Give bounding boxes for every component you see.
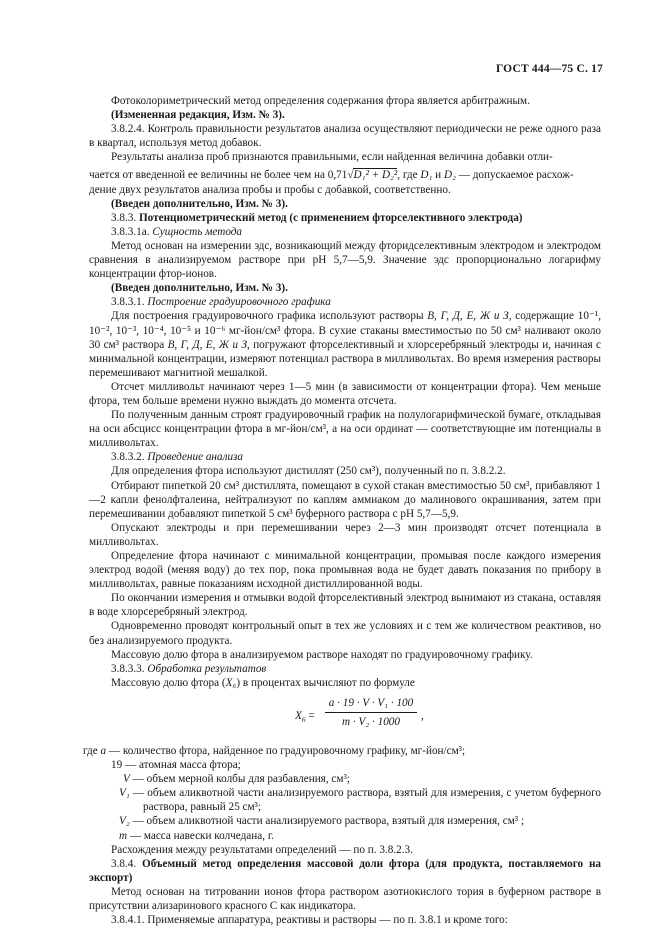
text: и: [435, 169, 442, 182]
text: , погружают фторселективный и хлорсеребряный электроды и, начиная с минимальной концентрации, измеряют потенциал раствора в милливольтах. Во время измерения растворы перемешивают магнитной мешалкой.: [89, 338, 601, 379]
definition-term: V₂: [119, 815, 130, 828]
text: Для построения градуировочного графика используют растворы: [111, 310, 424, 323]
paragraph: Отсчет милливольт начинают через 1—5 мин (в зависимости от концентрации фтора). Чем меньше фтора, тем больше времени нужно выждать до момента отсчета.: [89, 380, 601, 407]
definition: [83, 786, 601, 814]
formula-tail: ,: [421, 709, 424, 722]
formula-denominator: m · V₂ · 1000: [342, 716, 400, 729]
paragraph: Метод основан на измерении эдс, возникающий между фторидселективным электродом и электродом сравнения в анализируемом растворе при рН 5,7—5,9. Значение эдс пропорционально логарифму концентрации фтор-ионов.: [89, 239, 601, 281]
paragraph: [89, 309, 601, 379]
definition-text: — количество фтора, найденное по градуировочному графику, мг-йон/см³;: [108, 744, 466, 757]
formula-fraction: [325, 696, 417, 729]
text: — допускаемое расхож-: [458, 169, 574, 182]
paragraph: Отбирают пипеткой 20 см³ дистиллята, помещают в сухой стакан вместимостью 50 см³, прибавляют 1—2 капли фенолфталеина, нейтрализуют по каплям аммиаком до малинового окрашивания, затем при перемешивании добавляют пипеткой 5 см³ буферного раствора с рН 5,7—5,9.: [89, 479, 601, 520]
definition: [83, 814, 601, 828]
paragraph-continuation: [89, 168, 601, 182]
section-title: Обработка результатов: [147, 662, 267, 675]
definition: [83, 772, 601, 786]
definition-text: — масса навески колчедана, г.: [129, 829, 274, 842]
paragraph-continuation: дение двух результатов анализа пробы и пробы с добавкой, соответственно.: [89, 183, 451, 196]
paragraph: 3.8.2.4. Контроль правильности результатов анализа осуществляют периодически не реже одного раза в квартал, используя метод добавок.: [89, 123, 601, 150]
definition: [83, 829, 601, 843]
section-heading: [89, 211, 601, 225]
paragraph: Определение фтора начинают с минимальной концентрации, промывая после каждого измерения электрод водой (меняя воду) до тех пор, пока промывная вода не будет давать показания по прибору в милливольтах, равные показаниям исходной дистиллированной воды.: [89, 550, 601, 591]
subsection-heading: [89, 450, 601, 464]
sqrt-icon: √: [347, 169, 354, 182]
section-number: 3.8.3.2.: [111, 451, 145, 464]
paragraph: Одновременно проводят контрольный опыт в тех же условиях и с тем же количеством реактивов, но без анализируемого продукта.: [89, 620, 601, 647]
section-number: 3.8.4.: [111, 857, 137, 870]
amendment-note: (Введен дополнительно, Изм. № 3).: [111, 282, 288, 295]
definition-text: — объем мерной колбы для разбавления, см³;: [132, 773, 350, 786]
text: , содержащие: [508, 310, 574, 323]
definitions-list: [83, 744, 601, 843]
definition: [83, 744, 601, 758]
definition-text: — атомная масса фтора;: [124, 759, 241, 772]
definition-term: V: [123, 773, 130, 786]
symbol: D₂: [443, 169, 456, 182]
formula: [89, 694, 601, 742]
definition-term: 19: [111, 759, 123, 772]
section-heading: [89, 857, 601, 885]
section-number: 3.8.3.1а.: [111, 225, 150, 238]
symbol: В, Г, Д, Е, Ж и З: [427, 310, 509, 323]
formula-numerator: a · 19 · V · V₁ · 100: [325, 696, 417, 713]
text: где: [83, 744, 98, 757]
page-header: ГОСТ 444—75 С. 17: [495, 63, 603, 75]
section-number: 3.8.3.1.: [111, 296, 145, 309]
definition-text: — объем аликвотной части анализируемого раствора, взятый для измерения, см³ ;: [132, 815, 525, 828]
paragraph: Опускают электроды и при перемешивании через 2—3 мин производят отсчет потенциала в милливольтах.: [89, 521, 601, 548]
formula-subscript: 6: [301, 715, 306, 725]
definition-text: — объем аликвотной части анализируемого раствора, взятый для измерения, с учетом буферного раствора, равный 25 см³;: [132, 787, 601, 814]
concentrations: 10⁻¹, 10⁻², 10⁻³, 10⁻⁴, 10⁻⁵ и 10⁻⁶: [89, 310, 601, 337]
symbol: В, Г, Д, Е, Ж и З: [167, 338, 247, 351]
definition-term: a: [100, 744, 107, 757]
subsection-heading: [89, 225, 601, 239]
subsection-heading: [89, 662, 601, 676]
paragraph: [89, 150, 601, 164]
section-title: Проведение анализа: [147, 451, 244, 464]
paragraph: Метод основан на титровании ионов фтора раствором азотнокислого тория в буферном растворе в присутствии ализаринового красного С как индикатора.: [89, 885, 601, 912]
definition-term: m: [119, 829, 128, 842]
definition: [83, 758, 601, 772]
paragraph: Для определения фтора используют дистиллят (250 см³), полученный по п. 3.8.2.2.: [111, 465, 506, 478]
subsection-heading: [89, 295, 601, 309]
paragraph: 3.8.4.1. Применяемые аппаратура, реактивы и растворы — по п. 3.8.1 и кроме того:: [111, 914, 508, 927]
paragraph: [89, 676, 601, 690]
text: чается от введенной ее величины не более чем на 0,71: [89, 169, 348, 182]
formula-variable: X: [295, 709, 302, 722]
sqrt-expression: D₁² + D₂²: [353, 169, 398, 182]
symbol: D₁: [420, 169, 433, 182]
definition-term: V₁: [119, 787, 130, 800]
section-number: 3.8.3.3.: [111, 662, 145, 675]
paragraph: По полученным данным строят градуировочный график на полулогарифмической бумаге, откладывая на оси абсцисс концентрации фтора в мг-йон/см³, а на оси ординат — соответствующие им потенциалы в милливольтах.: [89, 409, 601, 450]
paragraph: Массовую долю фтора в анализируемом растворе находят по градуировочному графику.: [111, 648, 533, 661]
amendment-note: (Введен дополнительно, Изм. № 3).: [111, 197, 288, 210]
section-title: Потенциометрический метод (с применением фторселективного электрода): [138, 211, 523, 224]
section-title: Объемный метод определения массовой доли фтора (для продукта, поставляемого на экспорт): [89, 857, 601, 884]
text: Массовую долю фтора (: [111, 676, 226, 689]
paragraph: Фотоколориметрический метод определения содержания фтора является арбитражным.: [111, 95, 530, 107]
section-title: Построение градуировочного графика: [147, 296, 331, 309]
paragraph: По окончании измерения и отмывки водой фторселективный электрод вынимают из стакана, оставляя в воде хлорсеребряный электрод.: [89, 592, 601, 619]
amendment-note: (Измененная редакция, Изм. № 3).: [111, 109, 285, 122]
section-number: 3.8.3.: [111, 211, 137, 224]
symbol: X₆: [225, 676, 237, 689]
formula-equals: =: [305, 709, 315, 722]
text: Результаты анализа проб признаются правильными, если найденная величина добавки отли-: [111, 151, 553, 164]
text: ) в процентах вычисляют по формуле: [236, 676, 415, 689]
document-body: [83, 94, 602, 927]
formula-lhs: [295, 709, 315, 723]
section-title: Сущность метода: [152, 225, 243, 238]
text: , где: [397, 169, 418, 182]
text: мг-йон/см³ фтора. В сухие стаканы вместимостью по 50 см³ наливают около 30 см³ раствора: [89, 324, 602, 351]
paragraph: Расхождения между результатами определений — по п. 3.8.2.3.: [111, 843, 413, 856]
